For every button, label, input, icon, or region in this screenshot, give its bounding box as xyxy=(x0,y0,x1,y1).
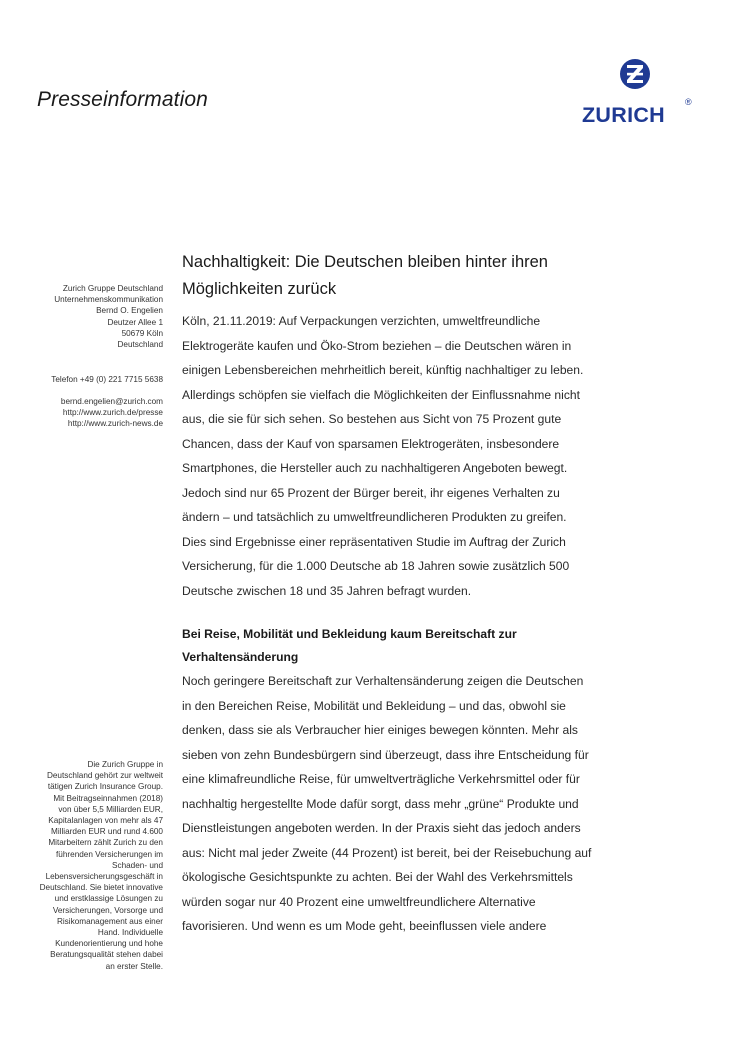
blurb-line: Kapitalanlagen von mehr als 47 xyxy=(48,816,163,826)
contact-line: Bernd O. Engelien xyxy=(96,306,163,316)
blurb-line: Deutschland. Sie bietet innovative xyxy=(39,883,163,893)
document-type-title: Presseinformation xyxy=(37,88,208,111)
blurb-line: Die Zurich Gruppe in xyxy=(87,760,163,769)
subheading-line: Bei Reise, Mobilität und Bekleidung kaum Bereitschaft zur xyxy=(182,627,517,641)
blurb-line: Lebensversicherungsgeschäft in xyxy=(45,872,163,882)
contact-line: Deutzer Allee 1 xyxy=(107,317,163,327)
blurb-line: Versicherungen, Vorsorge und xyxy=(52,905,163,915)
text-line: sieben von zehn Bundesbürgern sind überzeugt, dass ihre Entscheidung für xyxy=(182,747,589,762)
text-line: Jedoch sind nur 65 Prozent der Bürger bereit, ihr eigenes Verhalten zu xyxy=(182,485,560,500)
text-line: in den Bereichen Reise, Mobilität und Bekleidung – und das, obwohl sie xyxy=(182,698,566,713)
contact-block xyxy=(54,283,163,350)
zurich-logo xyxy=(578,58,698,130)
text-line: aus, die sie für sich sehen. So bestehen aus Sicht von 75 Prozent gute xyxy=(182,412,562,426)
blurb-line: Mit Beitragseinnahmen (2018) xyxy=(53,793,163,803)
text-line: einigen Lebensbereichen mehrheitlich bereit, künftig nachhaltiger zu leben. xyxy=(182,363,584,377)
blurb-line: und erstklassige Lösungen zu xyxy=(54,894,163,904)
text-line: Dies sind Ergebnisse einer repräsentativen Studie im Auftrag der Zurich xyxy=(182,534,566,549)
text-line: ökologische Gesichtspunkte zu achten. Bei der Wahl des Verkehrsmittels xyxy=(182,870,573,884)
blurb-line: führenden Versicherungen im xyxy=(56,849,163,859)
section-subheading xyxy=(182,623,662,669)
zurich-emblem-icon xyxy=(578,58,698,103)
blurb-line: Mitarbeitern zählt Zurich zu den xyxy=(48,838,163,848)
text-line: würden sogar nur 40 Prozent eine umweltfreundlichere Alternative xyxy=(182,894,536,909)
blurb-line: Schaden- und xyxy=(112,860,163,870)
news-url-link[interactable]: http://www.zurich-news.de xyxy=(67,419,163,429)
text-line: eine klimafreundliche Reise, für umweltverträgliche Verkehrsmittel oder für xyxy=(182,772,580,786)
text-line: denken, dass sie als Verbraucher hier einiges bewegen könnten. Mehr als xyxy=(182,723,578,737)
email-link[interactable]: bernd.engelien@zurich.com xyxy=(60,397,163,406)
intro-paragraph xyxy=(182,309,662,603)
text-line: Chancen, dass der Kauf von sparsamen Elektrogeräten, insbesondere xyxy=(182,436,560,451)
blurb-line: an erster Stelle. xyxy=(105,961,163,971)
blurb-line: Risikomanagement aus einer xyxy=(56,916,163,926)
text-line: Smartphones, die Hersteller auch zu nachhaltigeren Angeboten bewegt. xyxy=(182,461,568,475)
contact-line: 50679 Köln xyxy=(121,328,163,338)
text-line: Köln, 21.11.2019: Auf Verpackungen verzichten, umweltfreundliche xyxy=(182,314,541,328)
text-line: nachhaltig hergestellte Mode dafür sorgt, dass mehr „grüne“ Produkte und xyxy=(182,796,579,811)
text-line: Allerdings schöpfen sie vielfach die Möglichkeiten der Einflussnahme nicht xyxy=(182,387,580,402)
logo-wordmark: ZURICH xyxy=(582,103,666,127)
blurb-line: Milliarden EUR und rund 4.600 xyxy=(51,827,163,837)
text-line: ändern – und tatsächlich zu umweltfreundlicheren Produkten zu greifen. xyxy=(182,510,567,524)
blurb-line: tätigen Zurich Insurance Group. xyxy=(47,782,163,792)
headline-line: Möglichkeiten zurück xyxy=(182,280,337,298)
blurb-line: Kundenorientierung und hohe xyxy=(55,939,163,949)
company-description xyxy=(40,759,163,972)
text-line: Deutsche zwischen 18 und 35 Jahren befragt wurden. xyxy=(182,583,472,598)
text-line: favorisieren. Und wenn es um Mode geht, beeinflussen viele andere xyxy=(182,919,547,933)
contact-line: Unternehmenskommunikation xyxy=(54,295,163,305)
text-line: Elektrogeräte kaufen und Öko-Strom beziehen – die Deutschen wären in xyxy=(182,338,572,353)
web-links xyxy=(61,396,163,430)
subheading-line: Verhaltensänderung xyxy=(182,650,299,664)
registered-mark: ® xyxy=(685,97,692,107)
contact-line: Deutschland xyxy=(117,340,163,350)
text-line: Dienstleistungen angeboten werden. In der Praxis sieht das jedoch anders xyxy=(182,821,581,835)
text-line: Noch geringere Bereitschaft zur Verhaltensänderung zeigen die Deutschen xyxy=(182,674,584,688)
text-line: Versicherung, für die 1.000 Deutsche ab 18 Jahren sowie zusätzlich 500 xyxy=(182,559,570,573)
headline-line: Nachhaltigkeit: Die Deutschen bleiben hinter ihren xyxy=(182,253,548,271)
text-line: aus: Nicht mal jeder Zweite (44 Prozent) ist bereit, bei der Reisebuchung auf xyxy=(182,845,592,860)
body-paragraph xyxy=(182,669,662,939)
blurb-line: Deutschland gehört zur weltweit xyxy=(46,771,163,781)
blurb-line: Beratungsqualität stehen dabei xyxy=(50,950,163,960)
article-headline xyxy=(182,249,662,303)
blurb-line: von über 5,5 Milliarden EUR, xyxy=(58,804,163,814)
contact-line: Zurich Gruppe Deutschland xyxy=(62,284,163,293)
blurb-line: Hand. Individuelle xyxy=(97,928,163,938)
phone-number: Telefon +49 (0) 221 7715 5638 xyxy=(51,375,163,384)
press-url-link[interactable]: http://www.zurich.de/presse xyxy=(62,408,163,418)
